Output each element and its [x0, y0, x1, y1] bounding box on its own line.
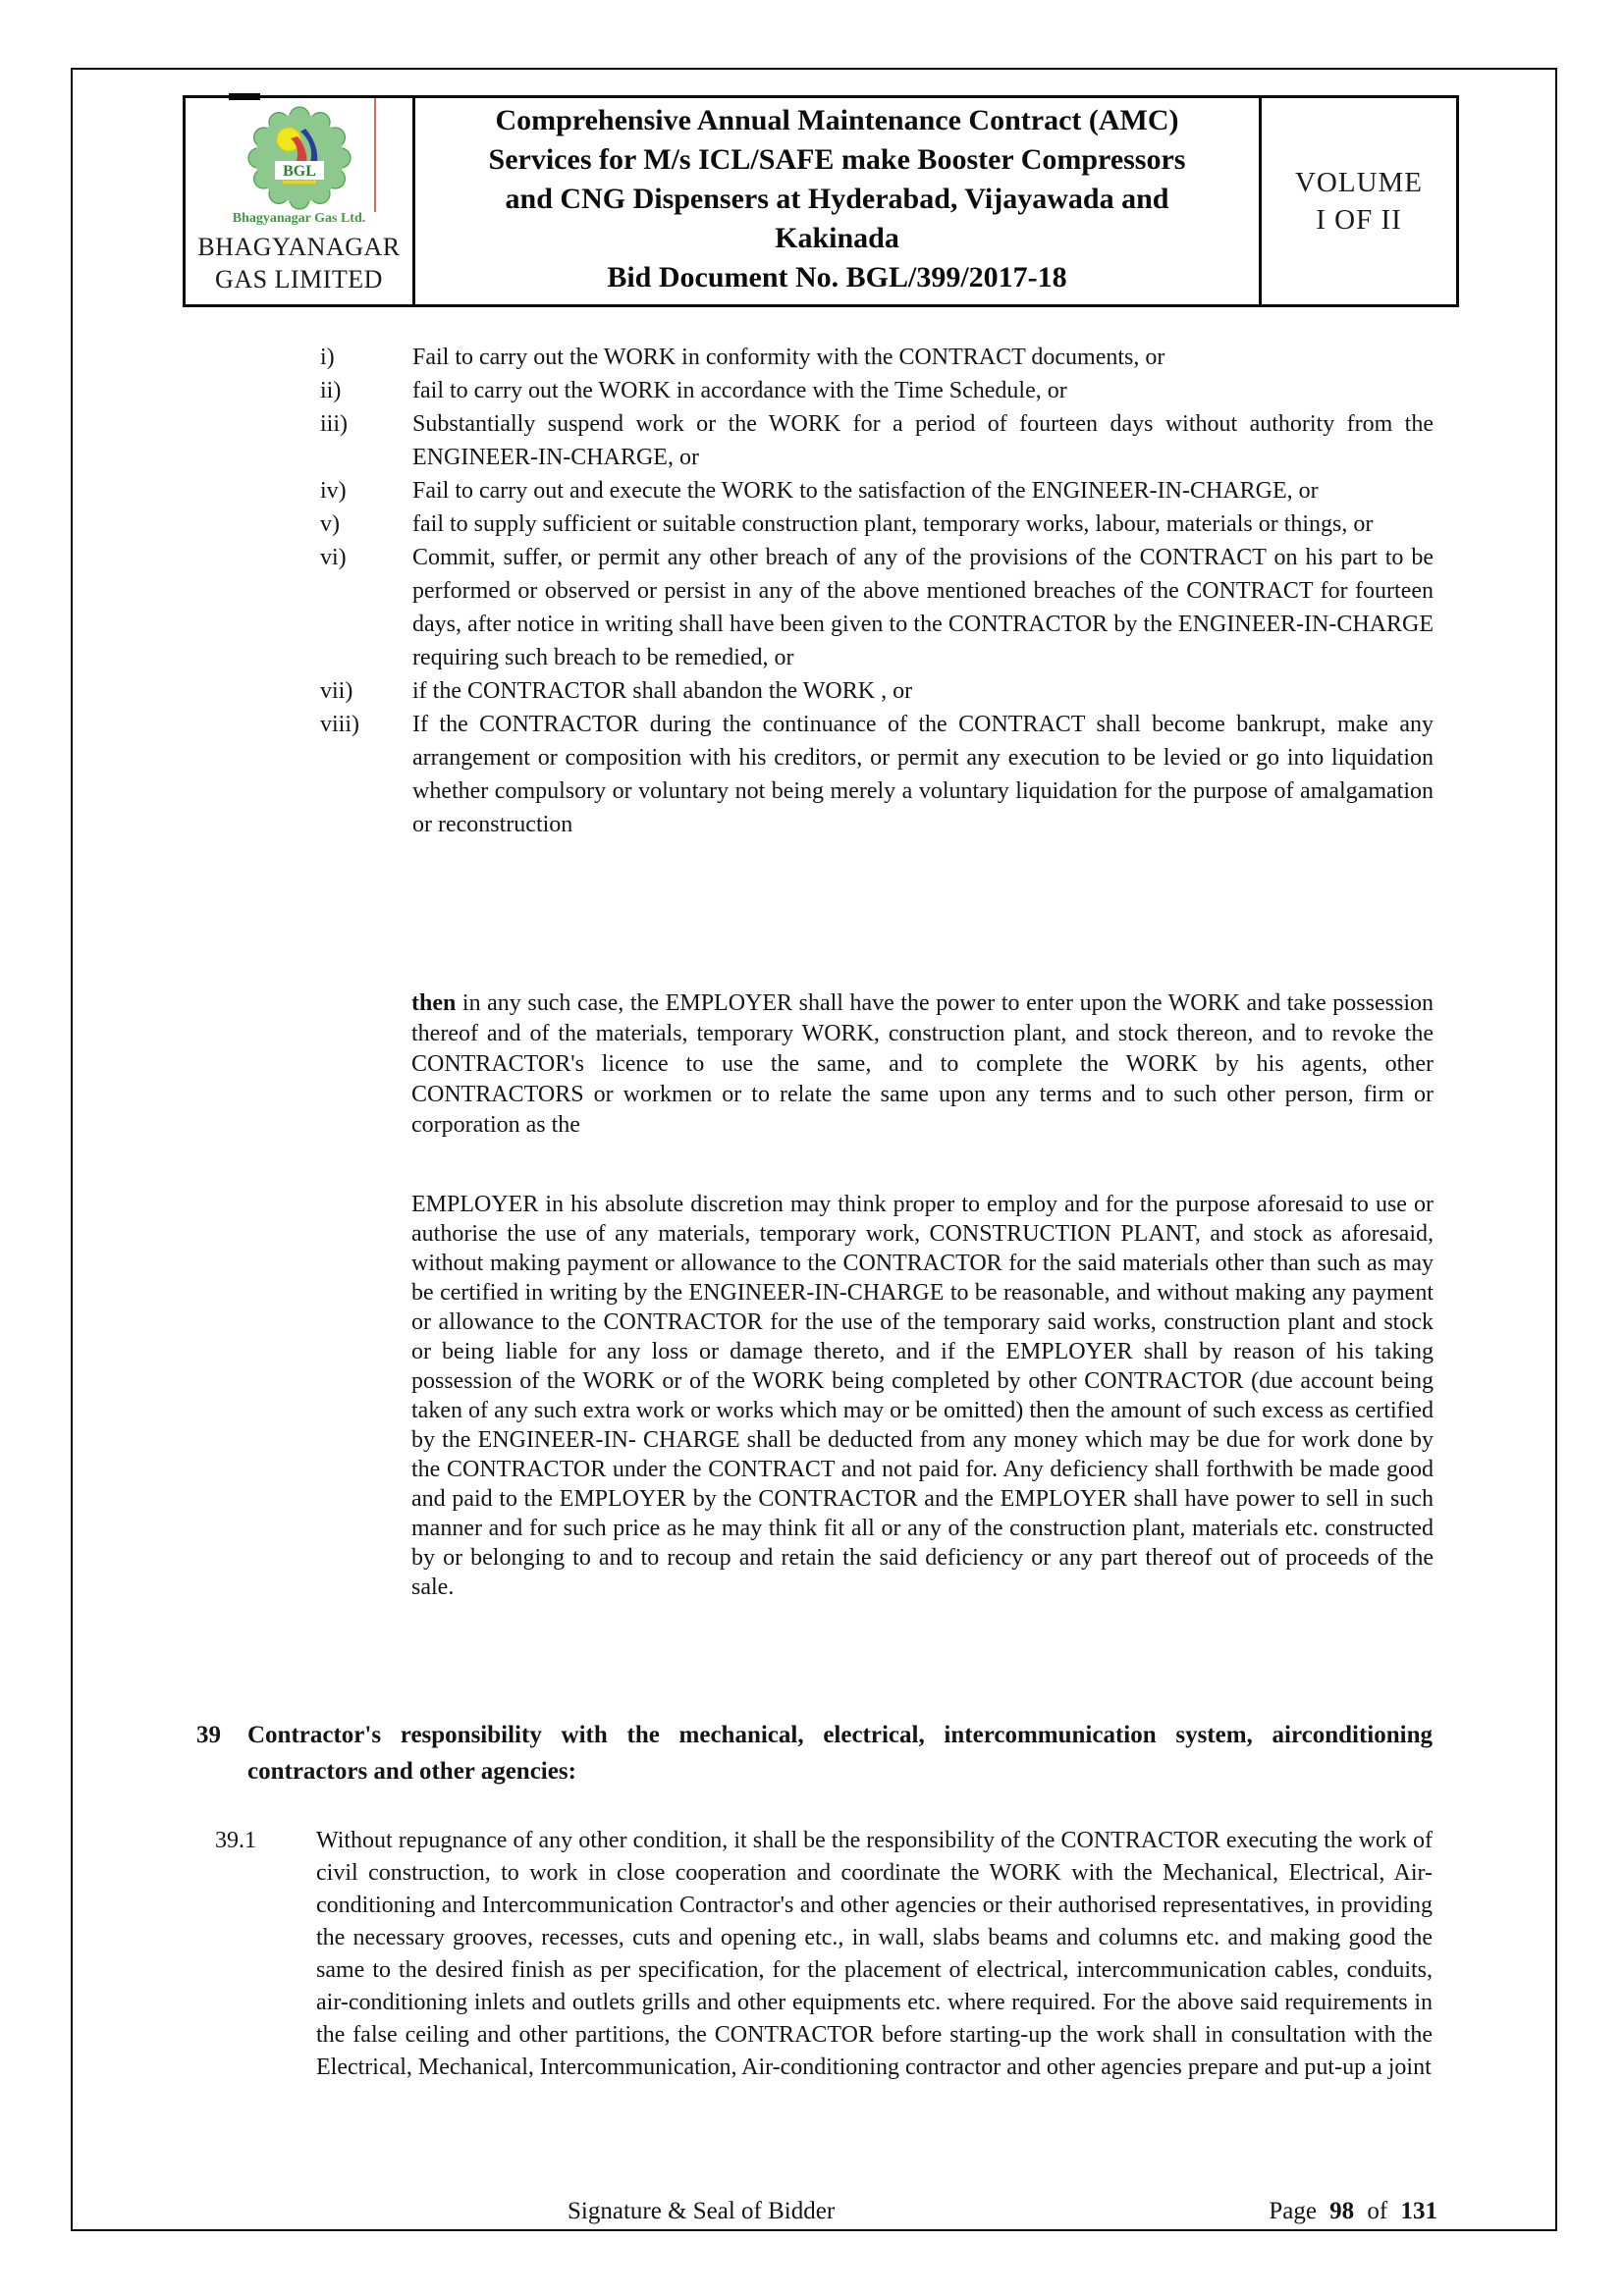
section-heading-text: Contractor's responsibility with the mechanical, electrical, intercommunication system, airconditioning contractors and other agencies: [247, 1722, 1433, 1785]
company-name-line1: BHAGYANAGAR [197, 233, 401, 261]
company-name [197, 231, 400, 295]
clause-text: Without repugnance of any other condition, it shall be the responsibility of the CONTRACTOR executing the work of civil construction, to work in close cooperation and coordinate the WORK with the Mechanical, Electrical, Air-conditioning and Intercommunication Contractor's and other agencies or their authorised representatives, in providing the necessary grooves, recesses, cuts and opening etc., in wall, slabs beams and columns etc. and making good the same to the desired finish as per specification, for the placement of electrical, intercommunication cables, conduits, air-conditioning inlets and outlets grills and other equipments etc. where required. For the above said requirements in the false ceiling and other partitions, the CONTRACTOR before starting-up the work shall in consultation with the Electrical, Mechanical, Intercommunication, Air-conditioning contractor and other agencies prepare and put-up a joint [316, 1828, 1433, 2080]
of-word: of [1367, 2198, 1388, 2224]
clause-text: Fail to carry out and execute the WORK to the satisfaction of the ENGINEER-IN-CHARGE, or [412, 478, 1319, 504]
title-line-1: Comprehensive Annual Maintenance Contract (AMC) [495, 104, 1179, 136]
page-footer [73, 2197, 1555, 2226]
then-lead-word: then [411, 990, 457, 1016]
company-name-line2: GAS LIMITED [215, 265, 383, 294]
logo-cell-red-line [374, 98, 376, 212]
clause-text: fail to carry out the WORK in accordance with the Time Schedule, or [412, 378, 1067, 403]
clause-item-vi [320, 541, 1434, 674]
clause-number: iv) [320, 478, 347, 504]
clause-number: v) [320, 511, 340, 537]
clause-item-vii [320, 674, 1434, 708]
then-paragraph-text: in any such case, the EMPLOYER shall have the power to enter upon the WORK and take possession thereof and of the materials, temporary WORK, construction plant, and stock thereon, and to revoke the CONTRACTOR's licence to use the same, and to complete the WORK by his agents, other CONTRACTORS or workmen or to relate the same upon any terms and to such other person, firm or corporation as the [411, 990, 1434, 1138]
clause-number: 39.1 [215, 1828, 256, 1853]
clause-number: iii) [320, 411, 348, 437]
clause-text: fail to supply sufficient or suitable construction plant, temporary works, labour, materials or things, or [412, 511, 1374, 537]
page-word: Page [1269, 2198, 1317, 2224]
current-page-number: 98 [1329, 2198, 1355, 2224]
section-number: 39 [196, 1722, 221, 1748]
header-table [183, 95, 1459, 307]
bid-document-number: Bid Document No. BGL/399/2017-18 [607, 261, 1067, 294]
clause-item-ii [320, 374, 1434, 407]
signature-seal-label: Signature & Seal of Bidder [568, 2198, 836, 2224]
document-title-cell [415, 98, 1262, 304]
bgl-company-logo-icon [244, 103, 354, 213]
clause-number: i) [320, 345, 335, 370]
clause-item-v [320, 507, 1434, 541]
clause-number: ii) [320, 378, 342, 403]
clause-number: vii) [320, 678, 353, 704]
page-number-indicator [1269, 2197, 1437, 2226]
clause-text: Fail to carry out the WORK in conformity with the CONTRACT documents, or [412, 345, 1165, 370]
logo-cell [186, 98, 415, 304]
clause-item-i [320, 341, 1434, 374]
employer-paragraph: EMPLOYER in his absolute discretion may think proper to employ and for the purpose aforesaid to use or authorise the use of any materials, temporary work, CONSTRUCTION PLANT, and stock as aforesaid, without making payment or allowance to the CONTRACTOR for the said materials other than such as may be certified in writing by the ENGINEER-IN-CHARGE to be reasonable, and without making any payment or allowance to the CONTRACTOR for the use of the temporary said works, construction plant and stock or being liable for any loss or damage thereto, and if the EMPLOYER shall by reason of his taking possession of the WORK or of the WORK being completed by other CONTRACTOR (due account being taken of any such extra work or works which may or be omitted) then the amount of such excess as certified by the ENGINEER-IN- CHARGE shall be deducted from any money which may be due for work done by the CONTRACTOR under the CONTRACT and not paid for. Any deficiency shall forthwith be made good and paid to the EMPLOYER by the CONTRACTOR and the EMPLOYER shall have power to sell in such manner and for such price as he may think fit all or any of the construction plant, materials etc. constructed by or belonging to and to recoup and retain the said deficiency or any part thereof out of proceeds of the sale. [411, 1192, 1434, 1600]
volume-cell [1262, 98, 1456, 304]
clause-text: Substantially suspend work or the WORK for a period of fourteen days without authority from the ENGINEER-IN-CHARGE, or [412, 411, 1434, 470]
title-line-4: Kakinada [775, 222, 899, 254]
title-line-3: and CNG Dispensers at Hyderabad, Vijayawada and [505, 183, 1169, 215]
logo-caption: Bhagyanagar Gas Ltd. [232, 211, 366, 226]
clause-number: vi) [320, 545, 347, 570]
volume-label-line1: VOLUME [1294, 167, 1424, 198]
clause-text: if the CONTRACTOR shall abandon the WORK , or [412, 678, 913, 704]
title-line-2: Services for M/s ICL/SAFE make Booster Compressors [488, 143, 1186, 176]
clause-39-1 [215, 1825, 1433, 2084]
total-page-number: 131 [1400, 2198, 1437, 2224]
clause-item-iii [320, 407, 1434, 474]
section-39-heading [196, 1717, 1433, 1789]
clause-number: viii) [320, 712, 359, 737]
then-paragraph [411, 988, 1434, 1141]
page-border-frame [71, 68, 1557, 2231]
svg-text:BGL: BGL [282, 163, 316, 180]
clause-text: Commit, suffer, or permit any other breach of any of the provisions of the CONTRACT on his part to be performed or observed or persist in any of the above mentioned breaches of the CONTRACT for fourteen days, after notice in writing shall have been given to the CONTRACTOR by the ENGINEER-IN-CHARGE requiring such breach to be remedied, or [412, 545, 1434, 670]
clause-item-viii [320, 708, 1434, 841]
clause-text: If the CONTRACTOR during the continuance of the CONTRACT shall become bankrupt, make any arrangement or composition with his creditors, or permit any execution to be levied or go into liquidation whether compulsory or voluntary not being merely a voluntary liquidation for the purpose of amalgamation or reconstruction [412, 712, 1434, 837]
volume-label-line2: I OF II [1316, 204, 1402, 236]
clause-list [320, 341, 1434, 841]
clause-item-iv [320, 474, 1434, 507]
scan-artifact-mark [229, 93, 260, 100]
